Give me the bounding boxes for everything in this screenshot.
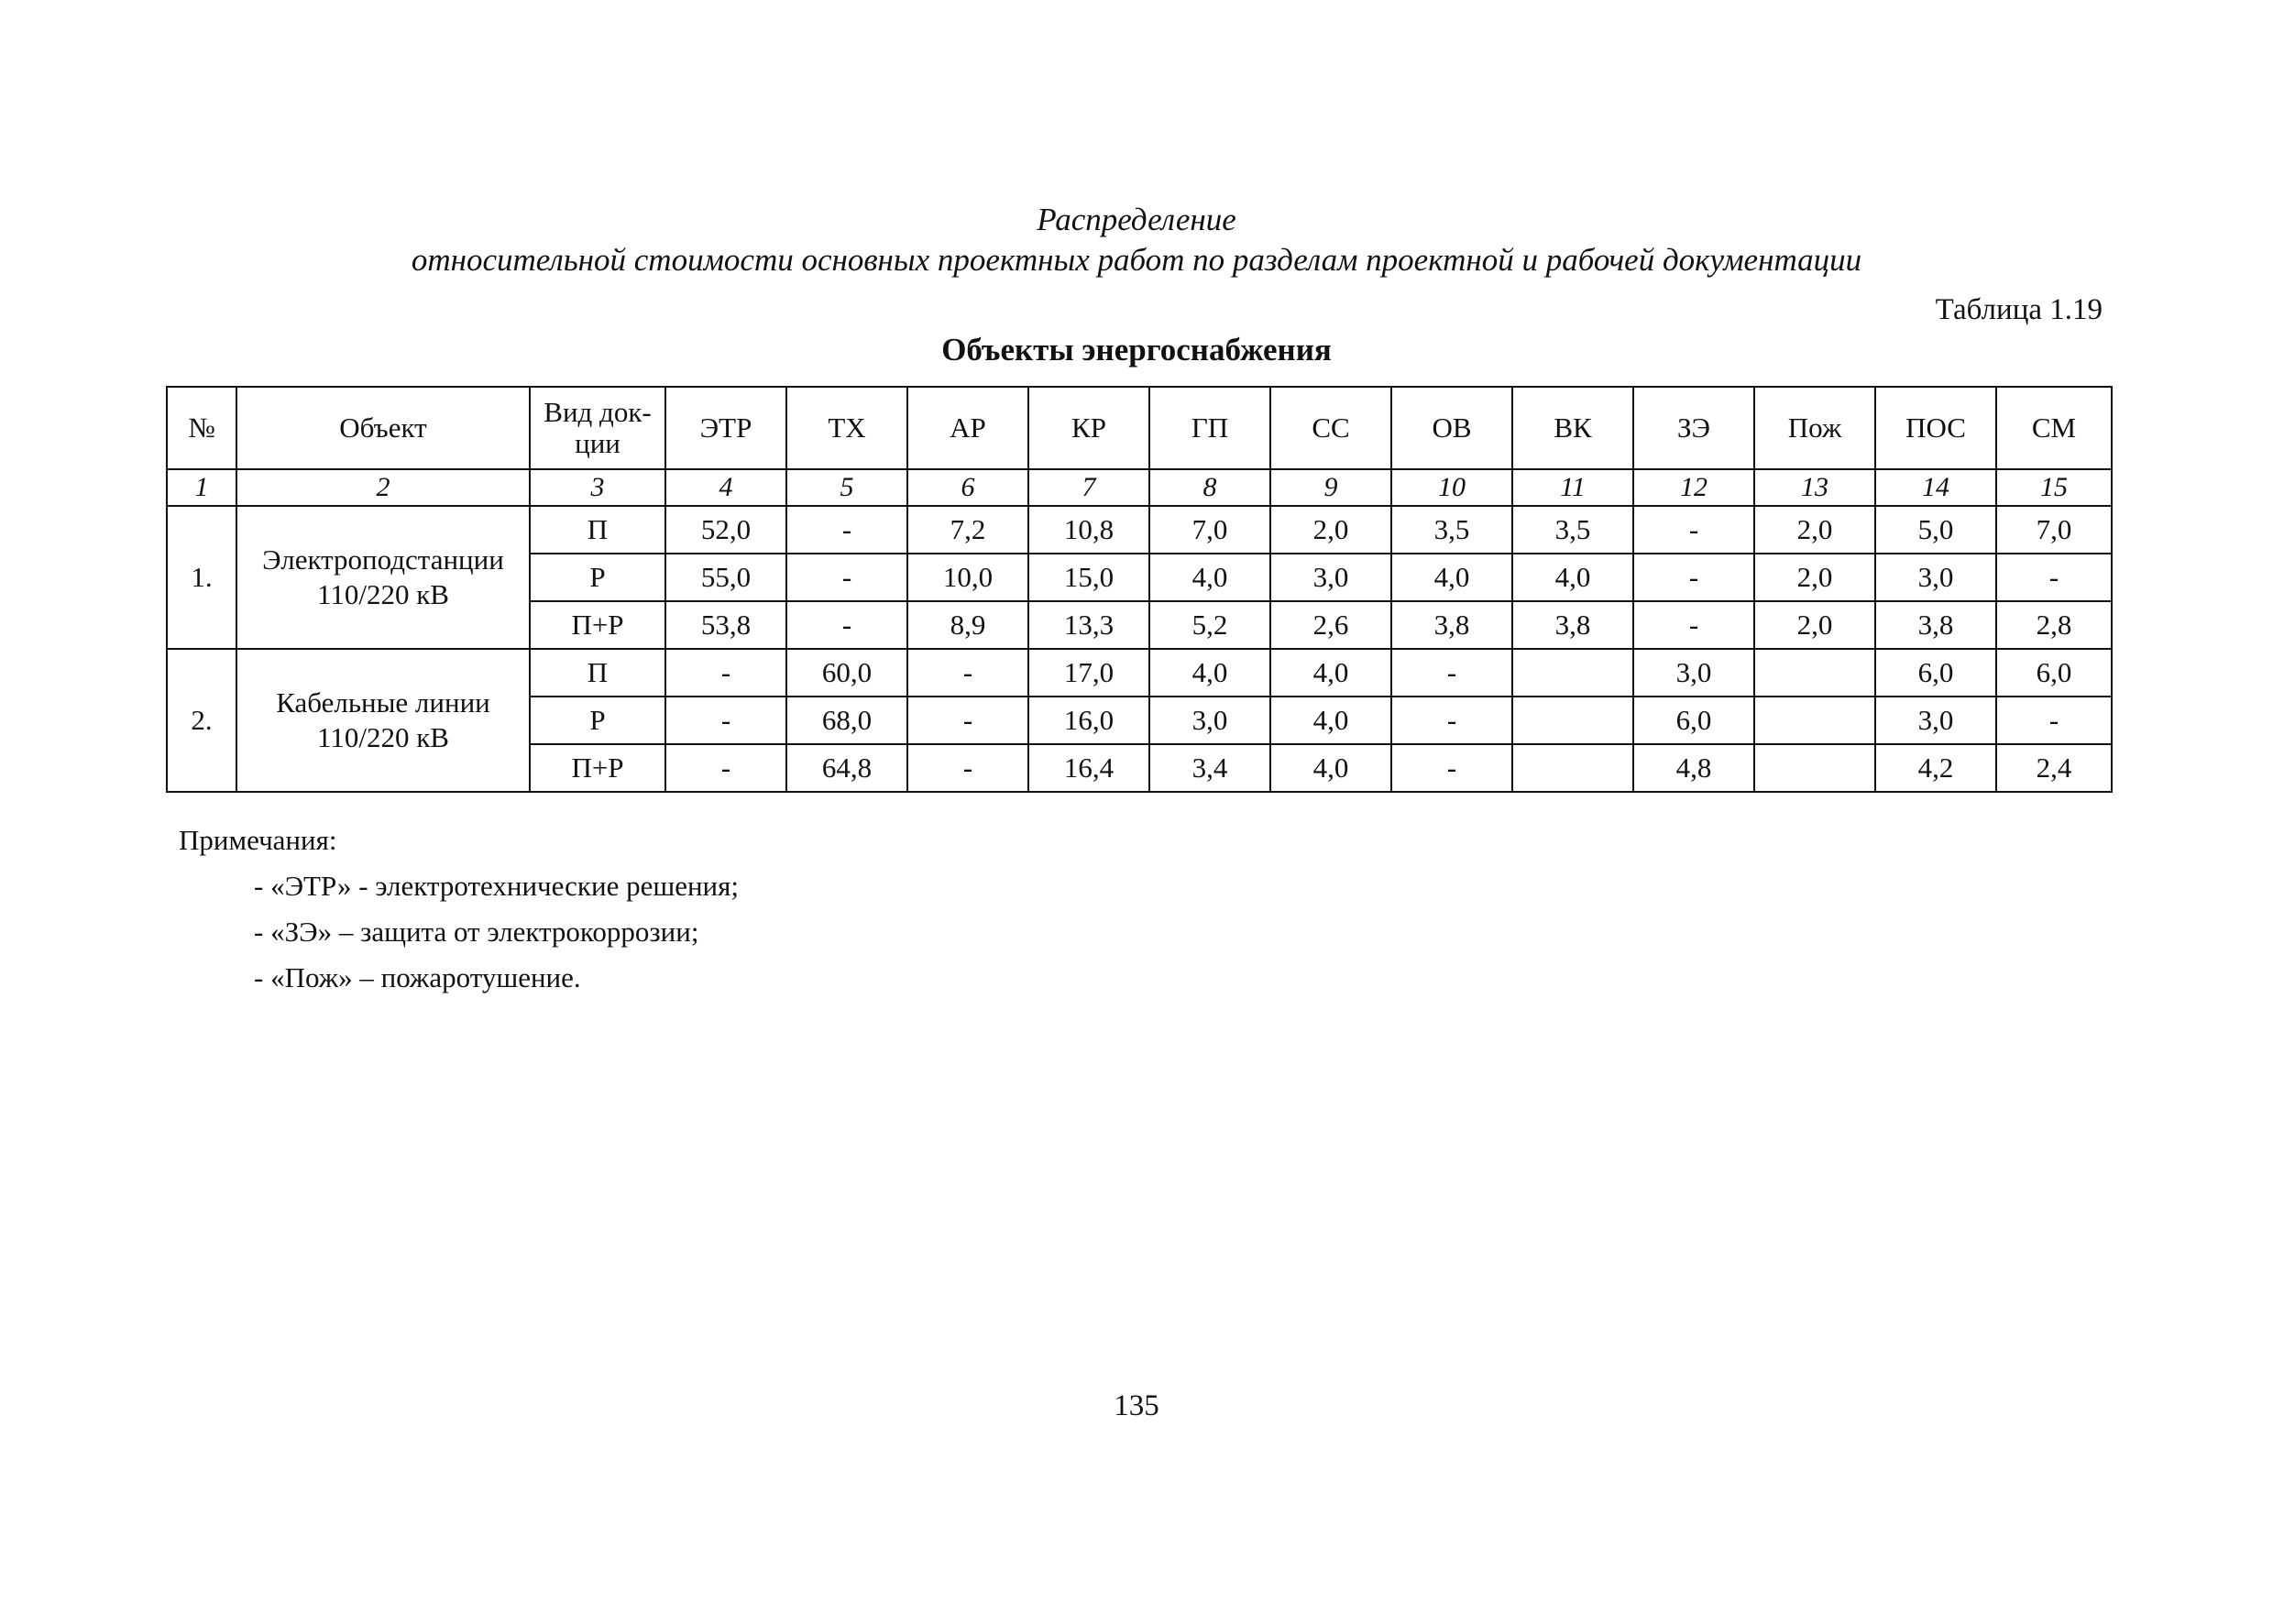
value-cell: 5,2 (1149, 601, 1270, 649)
header-cell: АР (907, 387, 1028, 469)
column-number-cell: 8 (1149, 469, 1270, 506)
row-number-cell: 1. (167, 506, 236, 649)
value-cell: 3,5 (1512, 506, 1633, 554)
page-number: 135 (1114, 1389, 1159, 1422)
table-row (167, 649, 2112, 697)
column-number-cell: 9 (1270, 469, 1391, 506)
value-cell: 3,0 (1270, 554, 1391, 601)
title-line-1: Распределение (1037, 202, 1236, 237)
value-cell: 3,5 (1391, 506, 1512, 554)
value-cell: 2,0 (1270, 506, 1391, 554)
value-cell: - (665, 744, 786, 792)
column-number-cell: 4 (665, 469, 786, 506)
table-row (167, 506, 2112, 554)
title-line-2: относительной стоимости основных проектных работ по разделам проектной и рабочей документации (411, 242, 1862, 278)
value-cell: 2,0 (1754, 554, 1875, 601)
header-cell: ЗЭ (1633, 387, 1754, 469)
value-cell: 3,8 (1512, 601, 1633, 649)
object-name-cell: Кабельные линии 110/220 кВ (236, 649, 530, 792)
doc-type-cell: П (530, 506, 665, 554)
value-cell: 2,8 (1996, 601, 2112, 649)
value-cell: 16,0 (1028, 697, 1149, 744)
header-row (167, 387, 2112, 469)
value-cell (1754, 697, 1875, 744)
value-cell (1512, 744, 1633, 792)
value-cell: - (665, 697, 786, 744)
value-cell: 17,0 (1028, 649, 1149, 697)
header-cell: ПОС (1875, 387, 1996, 469)
header-cell: ОВ (1391, 387, 1512, 469)
value-cell: 13,3 (1028, 601, 1149, 649)
value-cell: - (907, 697, 1028, 744)
table-subtitle: Объекты энергоснабжения (941, 332, 1332, 368)
value-cell: 2,0 (1754, 601, 1875, 649)
header-cell: Вид док-ции (530, 387, 665, 469)
note-item: - «ЭТР» - электротехнические решения; (254, 870, 740, 902)
column-number-cell: 1 (167, 469, 236, 506)
value-cell: 7,2 (907, 506, 1028, 554)
column-number-cell: 13 (1754, 469, 1875, 506)
value-cell: - (1391, 697, 1512, 744)
value-cell: - (786, 554, 907, 601)
value-cell: - (1633, 506, 1754, 554)
value-cell: - (786, 506, 907, 554)
value-cell: 4,0 (1270, 697, 1391, 744)
value-cell: 15,0 (1028, 554, 1149, 601)
value-cell: 53,8 (665, 601, 786, 649)
value-cell: 3,0 (1875, 554, 1996, 601)
value-cell: 3,4 (1149, 744, 1270, 792)
value-cell: 64,8 (786, 744, 907, 792)
value-cell: 10,8 (1028, 506, 1149, 554)
value-cell: - (1633, 601, 1754, 649)
value-cell: 2,4 (1996, 744, 2112, 792)
header-cell: ГП (1149, 387, 1270, 469)
value-cell: - (1391, 649, 1512, 697)
value-cell: 4,0 (1270, 744, 1391, 792)
value-cell: 7,0 (1996, 506, 2112, 554)
value-cell: - (665, 649, 786, 697)
value-cell: 3,0 (1149, 697, 1270, 744)
header-cell: ТХ (786, 387, 907, 469)
column-number-cell: 7 (1028, 469, 1149, 506)
value-cell: 6,0 (1875, 649, 1996, 697)
value-cell (1754, 649, 1875, 697)
value-cell: 4,8 (1633, 744, 1754, 792)
value-cell: 4,0 (1149, 554, 1270, 601)
value-cell (1512, 697, 1633, 744)
doc-type-cell: П+Р (530, 744, 665, 792)
value-cell: 68,0 (786, 697, 907, 744)
value-cell: - (1633, 554, 1754, 601)
doc-type-cell: Р (530, 697, 665, 744)
value-cell: 5,0 (1875, 506, 1996, 554)
value-cell: 10,0 (907, 554, 1028, 601)
doc-type-cell: П (530, 649, 665, 697)
value-cell (1754, 744, 1875, 792)
column-number-cell: 12 (1633, 469, 1754, 506)
note-item: - «Пож» – пожаротушение. (254, 961, 581, 993)
value-cell: 4,0 (1149, 649, 1270, 697)
value-cell (1512, 649, 1633, 697)
value-cell: 2,0 (1754, 506, 1875, 554)
value-cell: 4,0 (1270, 649, 1391, 697)
doc-type-cell: П+Р (530, 601, 665, 649)
value-cell: 4,0 (1391, 554, 1512, 601)
value-cell: - (907, 649, 1028, 697)
note-item: - «ЗЭ» – защита от электрокоррозии; (254, 916, 699, 948)
cost-distribution-table (166, 386, 2113, 793)
column-number-cell: 2 (236, 469, 530, 506)
value-cell: 4,2 (1875, 744, 1996, 792)
row-number-cell: 2. (167, 649, 236, 792)
object-name-cell: Электроподстанции 110/220 кВ (236, 506, 530, 649)
column-number-cell: 3 (530, 469, 665, 506)
value-cell: 52,0 (665, 506, 786, 554)
value-cell: 7,0 (1149, 506, 1270, 554)
value-cell: 55,0 (665, 554, 786, 601)
column-number-cell: 15 (1996, 469, 2112, 506)
header-cell: Пож (1754, 387, 1875, 469)
value-cell: - (1996, 697, 2112, 744)
value-cell: 3,0 (1633, 649, 1754, 697)
value-cell: - (1996, 554, 2112, 601)
column-number-row (167, 469, 2112, 506)
value-cell: 8,9 (907, 601, 1028, 649)
table-number: Таблица 1.19 (1935, 293, 2103, 326)
value-cell: 6,0 (1633, 697, 1754, 744)
header-cell: СС (1270, 387, 1391, 469)
header-cell: СМ (1996, 387, 2112, 469)
header-cell: ВК (1512, 387, 1633, 469)
notes-title: Примечания: (179, 824, 337, 856)
value-cell: 4,0 (1512, 554, 1633, 601)
value-cell: 16,4 (1028, 744, 1149, 792)
value-cell: 3,8 (1875, 601, 1996, 649)
value-cell: 6,0 (1996, 649, 2112, 697)
column-number-cell: 5 (786, 469, 907, 506)
value-cell: - (907, 744, 1028, 792)
value-cell: 60,0 (786, 649, 907, 697)
value-cell: - (1391, 744, 1512, 792)
header-cell: Объект (236, 387, 530, 469)
column-number-cell: 11 (1512, 469, 1633, 506)
value-cell: 3,0 (1875, 697, 1996, 744)
column-number-cell: 6 (907, 469, 1028, 506)
header-cell: ЭТР (665, 387, 786, 469)
doc-type-cell: Р (530, 554, 665, 601)
value-cell: - (786, 601, 907, 649)
column-number-cell: 14 (1875, 469, 1996, 506)
column-number-cell: 10 (1391, 469, 1512, 506)
value-cell: 2,6 (1270, 601, 1391, 649)
notes-block (179, 817, 739, 1001)
header-cell: КР (1028, 387, 1149, 469)
header-cell: № (167, 387, 236, 469)
value-cell: 3,8 (1391, 601, 1512, 649)
